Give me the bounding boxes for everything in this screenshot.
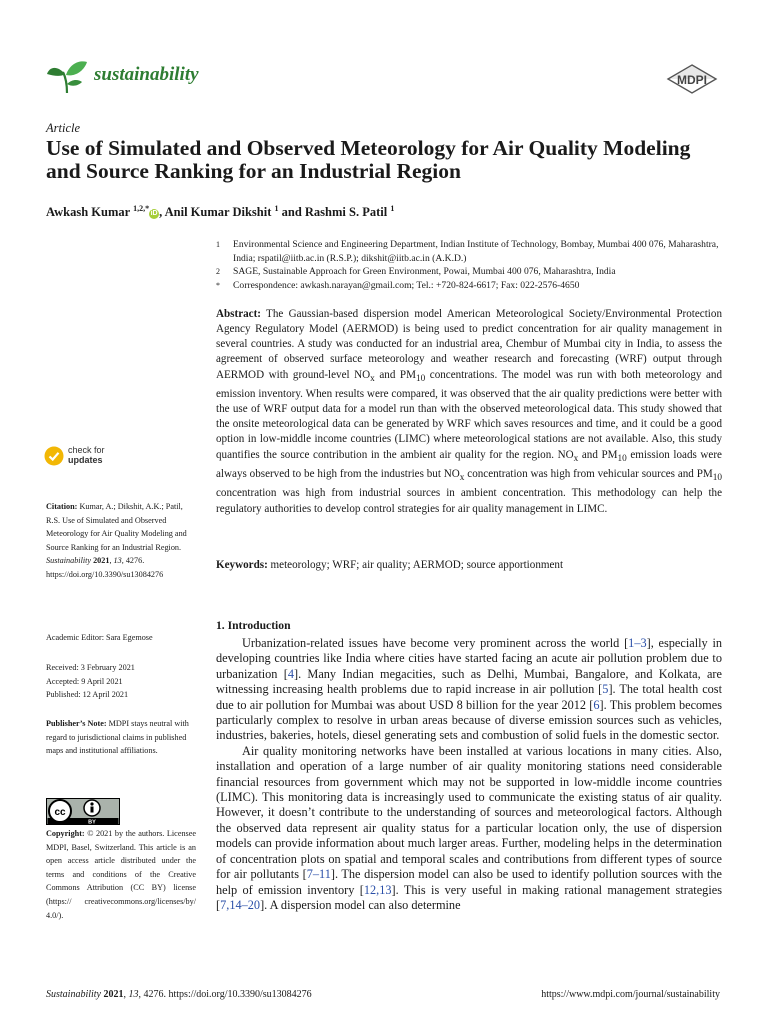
citation-link[interactable]: 12,13 <box>363 882 392 897</box>
orcid-icon[interactable]: iD <box>150 210 158 218</box>
affiliation <box>216 238 726 265</box>
affiliation-marker: 2 <box>216 267 220 276</box>
section-heading: 1. Introduction <box>216 619 291 632</box>
author-name: Awkash Kumar <box>46 205 130 220</box>
affiliation-marker: 1 <box>216 240 220 249</box>
author-list <box>46 204 394 220</box>
text-run: and PM <box>374 368 416 381</box>
text-run: concentration was high from industrial sources in ambient concentration. This methodology can help the regulatory authorities to develop control strategies for air quality management in LIMC. <box>216 487 722 515</box>
text-run: ]. The total health cost due to air pollution for Mumbai was about USD 8 billion for the year 2012 [ <box>216 682 723 712</box>
check-for-updates-badge[interactable] <box>44 444 134 490</box>
subscript: 10 <box>712 473 722 484</box>
affiliation <box>216 265 726 279</box>
citation-volume: 13 <box>113 556 122 566</box>
article-title: Use of Simulated and Observed Meteorology for Air Quality Modeling and Source Ranking for an Industrial Region <box>46 136 691 183</box>
citation-link[interactable]: 7,14–20 <box>220 897 261 912</box>
text-run: and PM <box>578 448 618 461</box>
received-date: Received: 3 February 2021 <box>46 663 135 672</box>
citation-link[interactable]: 5 <box>602 682 609 697</box>
author-sup: 1,2,* <box>133 204 150 213</box>
keywords-text: meteorology; WRF; air quality; AERMOD; source apportionment <box>267 559 564 571</box>
citation-link[interactable]: 7–11 <box>306 867 331 882</box>
published-date: Published: 12 April 2021 <box>46 690 129 700</box>
check-updates-line1: check for <box>68 445 105 455</box>
author-conjunction: and <box>278 205 305 220</box>
copyright-text: © 2021 by the authors. Licensee MDPI, Basel, Switzerland. This article is an open access article distributed under the terms and conditions of the Creative Commons Attribution (CC BY) license (https:// creativecommons.org/licenses/by/ 4.0/). <box>46 829 196 920</box>
publisher-note <box>46 717 196 758</box>
subscript: x <box>573 453 579 464</box>
subscript: x <box>370 373 375 384</box>
citation-link[interactable]: 4 <box>287 666 294 681</box>
text-run: ]. The dispersion model can also be used to identify pollution sources with the help of emission inventory [ <box>216 867 722 897</box>
paragraph <box>216 744 722 913</box>
author-name: Rashmi S. Patil <box>304 205 388 220</box>
leaf-sprout-icon <box>46 60 88 94</box>
dates <box>46 661 196 702</box>
copyright <box>46 827 196 922</box>
article-type: Article <box>46 121 81 135</box>
check-updates-icon <box>44 446 64 466</box>
citation-link[interactable]: 1–3 <box>628 636 647 650</box>
author-separator: , <box>159 205 165 220</box>
text-run: ]. This is very useful in making rational management strategies [ <box>216 882 722 912</box>
mdpi-logo-text: MDPI <box>677 73 707 87</box>
paragraph <box>216 636 722 744</box>
text-run: ], especially in developing countries like India where cities have started facing an acute air pollution problem due to urbanization [ <box>216 636 723 681</box>
journal-name[interactable]: sustainability <box>94 64 199 85</box>
author-name: Anil Kumar Dikshit <box>164 205 272 220</box>
mdpi-logo-icon[interactable] <box>666 64 718 94</box>
introduction-body <box>216 636 722 913</box>
citation-doi[interactable]: , 4276. https://doi.org/10.3390/su13084276 <box>46 556 164 579</box>
text-run: emission loads were always observed to be high from the industries but NO <box>216 448 722 480</box>
text-run: The Gaussian-based dispersion model American Meteorological Society/Environmental Protection Agency Regulatory Model (AERMOD) is being used to predict concentration for air quality management in several countries. A study was conducted for an industrial area, Chembur of Mumbai city in India, to assess the agreement of observed surface meteorology and weather research and forecasting (WRF) output through AERMOD with ground-level NO <box>216 308 722 381</box>
citation-journal: Sustainability <box>46 556 92 566</box>
affiliation-text: Correspondence: awkash.narayan@gmail.com; Tel.: +720-824-6617; Fax: 022-2576-4650 <box>233 279 580 291</box>
citation-link[interactable]: 6 <box>593 697 600 712</box>
keywords <box>216 559 722 571</box>
keywords-label: Keywords: <box>216 559 268 571</box>
text-run: ]. This problem becomes particularly complex to resolve in urban areas because of diverse emission sources such as vehicles, industries, bakeries, hotels, diesel generating sets and combustion of solid fuels in the domestic sector. <box>216 697 722 743</box>
affiliations <box>216 238 726 292</box>
footer-doi[interactable]: , 4276. https://doi.org/10.3390/su13084276 <box>138 989 312 1000</box>
cc-by-license-icon[interactable] <box>46 798 120 825</box>
footer-citation: Sustainability 2021, 13, 4276. https://doi.org/10.3390/su13084276 <box>46 989 312 1000</box>
license-badge-text: BY <box>88 819 96 825</box>
citation-year: 2021 <box>93 556 110 566</box>
accepted-date: Accepted: 9 April 2021 <box>46 676 123 686</box>
author-sup: 1 <box>390 204 395 213</box>
text-run: Urbanization-related issues have become very prominent across the world [ <box>242 636 629 650</box>
author-sup: 1 <box>274 204 279 213</box>
text-run: concentration was high from vehicular sources and PM <box>464 468 713 480</box>
text-run: concentrations. The model was run with both meteorology and emission inventory. When results were compared, it was observed that the air quality predictions were better with the use of WRF output data for a model run than with the observed meteorological data. This study showed that the onsite meteorological data can be generated by WRF which saves resources and time, and it could be a good option in low-middle income countries (LIMC) where meteorological stations are not available. Also, this study quantifies the source contribution in the ambient air quality for the region. NO <box>216 368 723 461</box>
text-run: Air quality monitoring networks have been installed at various locations in many cities. Also, installation and operation of a large number of air quality monitoring stations need considerable financial resources from government which may not be supported in low-middle income countries (LIMC). This monitoring data is increasingly used to communicate the existing status of air quality. However, it doesn’t contribute to the understanding of sources and meteorological factors. Although the observed data represent air quality status for a particular location only, the use of dispersion models can provide information about much larger areas. Further, modeling helps in the determination of concentration plots on spatial and temporal scales and contributions from different types of source for air pollutants [ <box>216 743 722 882</box>
affiliation-marker: * <box>216 280 220 290</box>
affiliation-text: Environmental Science and Engineering Department, Indian Institute of Technology, Bombay, Mumbai 400 076, Maharashtra, India; rspatil@iitb.ac.in (R.S.P.); dikshit@iitb.ac.in (A.K.D.) <box>233 239 719 264</box>
abstract <box>216 307 722 517</box>
text-run: ]. A dispersion model can also determine <box>260 897 461 912</box>
publisher-note-label: Publisher’s Note: <box>46 719 107 728</box>
subscript: 10 <box>617 453 627 464</box>
academic-editor: Academic Editor: Sara Egemose <box>46 633 153 642</box>
abstract-label: Abstract: <box>216 308 261 320</box>
correspondence <box>216 279 726 293</box>
citation-label: Citation: <box>46 502 78 511</box>
citation-text: Kumar, A.; Dikshit, A.K.; Patil, R.S. Use of Simulated and Observed Meteorology for Air Quality Modeling and Source Ranking for an Industrial Region. <box>46 502 187 552</box>
citation: Citation: Kumar, A.; Dikshit, A.K.; Patil, R.S. Use of Simulated and Observed Meteorology for Air Quality Modeling and Source Ranking for an Industrial Region. Sustainability 2021, 13, 4276. https://doi.org/10.3390/su13084276 <box>46 502 187 579</box>
abstract-body <box>216 308 722 515</box>
copyright-label: Copyright: <box>46 829 85 838</box>
footer-journal: Sustainability <box>46 989 101 1000</box>
subscript: 10 <box>415 373 426 384</box>
subscript: x <box>459 473 465 484</box>
footer-volume: 13 <box>128 989 139 1000</box>
footer-journal-url[interactable]: https://www.mdpi.com/journal/sustainability <box>541 989 720 1000</box>
affiliation-text: SAGE, Sustainable Approach for Green Environment, Powai, Mumbai 400 076, Maharashtra, India <box>233 266 616 277</box>
svg-text:cc: cc <box>54 807 66 818</box>
check-updates-line2: updates <box>68 455 103 465</box>
footer-year: 2021 <box>103 989 124 1000</box>
text-run: ]. Many Indian megacities, such as Delhi, Mumbai, Bangalore, and Kolkata, are witnessing increasing health problems due to rapid increase in air pollution [ <box>216 666 722 697</box>
publisher-note-text: MDPI stays neutral with regard to jurisdictional claims in published maps and institutional affiliations. <box>46 719 189 756</box>
